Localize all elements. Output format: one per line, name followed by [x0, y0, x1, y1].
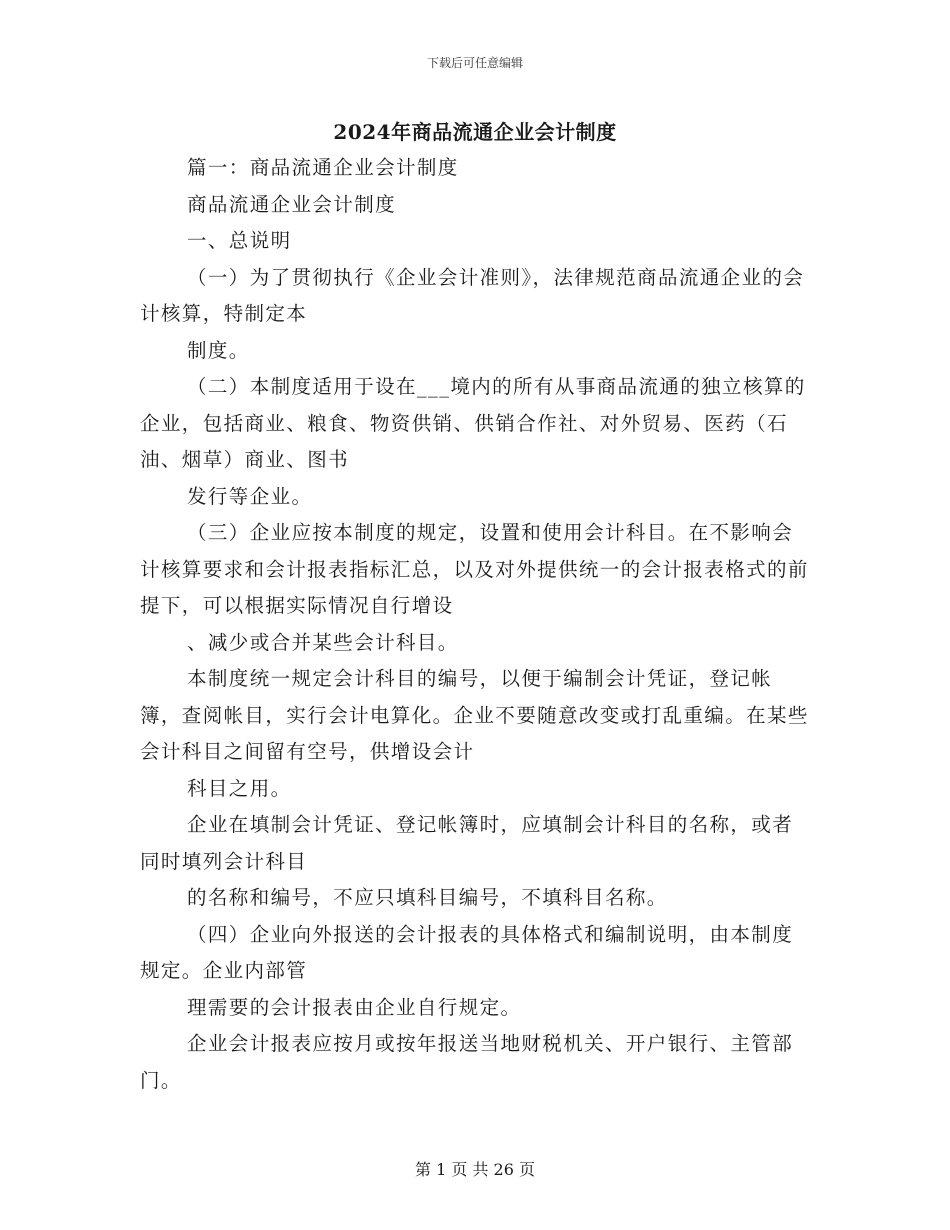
document-body — [140, 150, 810, 1099]
paragraph: （三）企业应按本制度的规定，设置和使用会计科目。在不影响会计核算要求和会计报表指标汇总，以及对外提供统一的会计报表格式的前提下，可以根据实际情况自行增设 — [140, 521, 809, 617]
page-footer: 第 1 页 共 26 页 — [415, 1160, 535, 1179]
paragraph: 、减少或合并某些会计科目。 — [187, 630, 459, 654]
paragraph: 科目之用。 — [187, 776, 292, 800]
paragraph: 商品流通企业会计制度 — [187, 192, 397, 216]
paragraph: （一）为了贯彻执行《企业会计准则》，法律规范商品流通企业的会计核算，特制定本 — [140, 265, 805, 325]
paragraph: 企业在填制会计凭证、登记帐簿时，应填制会计科目的名称，或者同时填列会计科目 — [140, 813, 794, 873]
paragraph: 一、总说明 — [187, 229, 292, 252]
document-title: 2024年商品流通企业会计制度 — [333, 120, 617, 144]
paragraph: 篇一：商品流通企业会计制度 — [187, 156, 459, 179]
paragraph: 的名称和编号，不应只填科目编号，不填科目名称。 — [187, 886, 668, 909]
page-header: 下载后可任意编辑 — [426, 56, 523, 70]
paragraph: 企业会计报表应按月或按年报送当地财税机关、开户银行、主管部门。 — [140, 1032, 794, 1092]
paragraph: 本制度统一规定会计科目的编号，以便于编制会计凭证，登记帐簿，查阅帐目，实行会计电算化。企业不要随意改变或打乱重编。在某些会计科目之间留有空号，供增设会计 — [140, 667, 809, 763]
paragraph: （四）企业向外报送的会计报表的具体格式和编制说明，由本制度规定。企业内部管 — [140, 922, 794, 982]
paragraph: 理需要的会计报表由企业自行规定。 — [187, 995, 522, 1019]
paragraph: 制度。 — [187, 338, 250, 362]
paragraph: 发行等企业。 — [187, 484, 313, 508]
paragraph: （二）本制度适用于设在___境内的所有从事商品流通的独立核算的企业，包括商业、粮食、物资供销、供销合作社、对外贸易、医药（石油、烟草）商业、图书 — [140, 375, 806, 471]
